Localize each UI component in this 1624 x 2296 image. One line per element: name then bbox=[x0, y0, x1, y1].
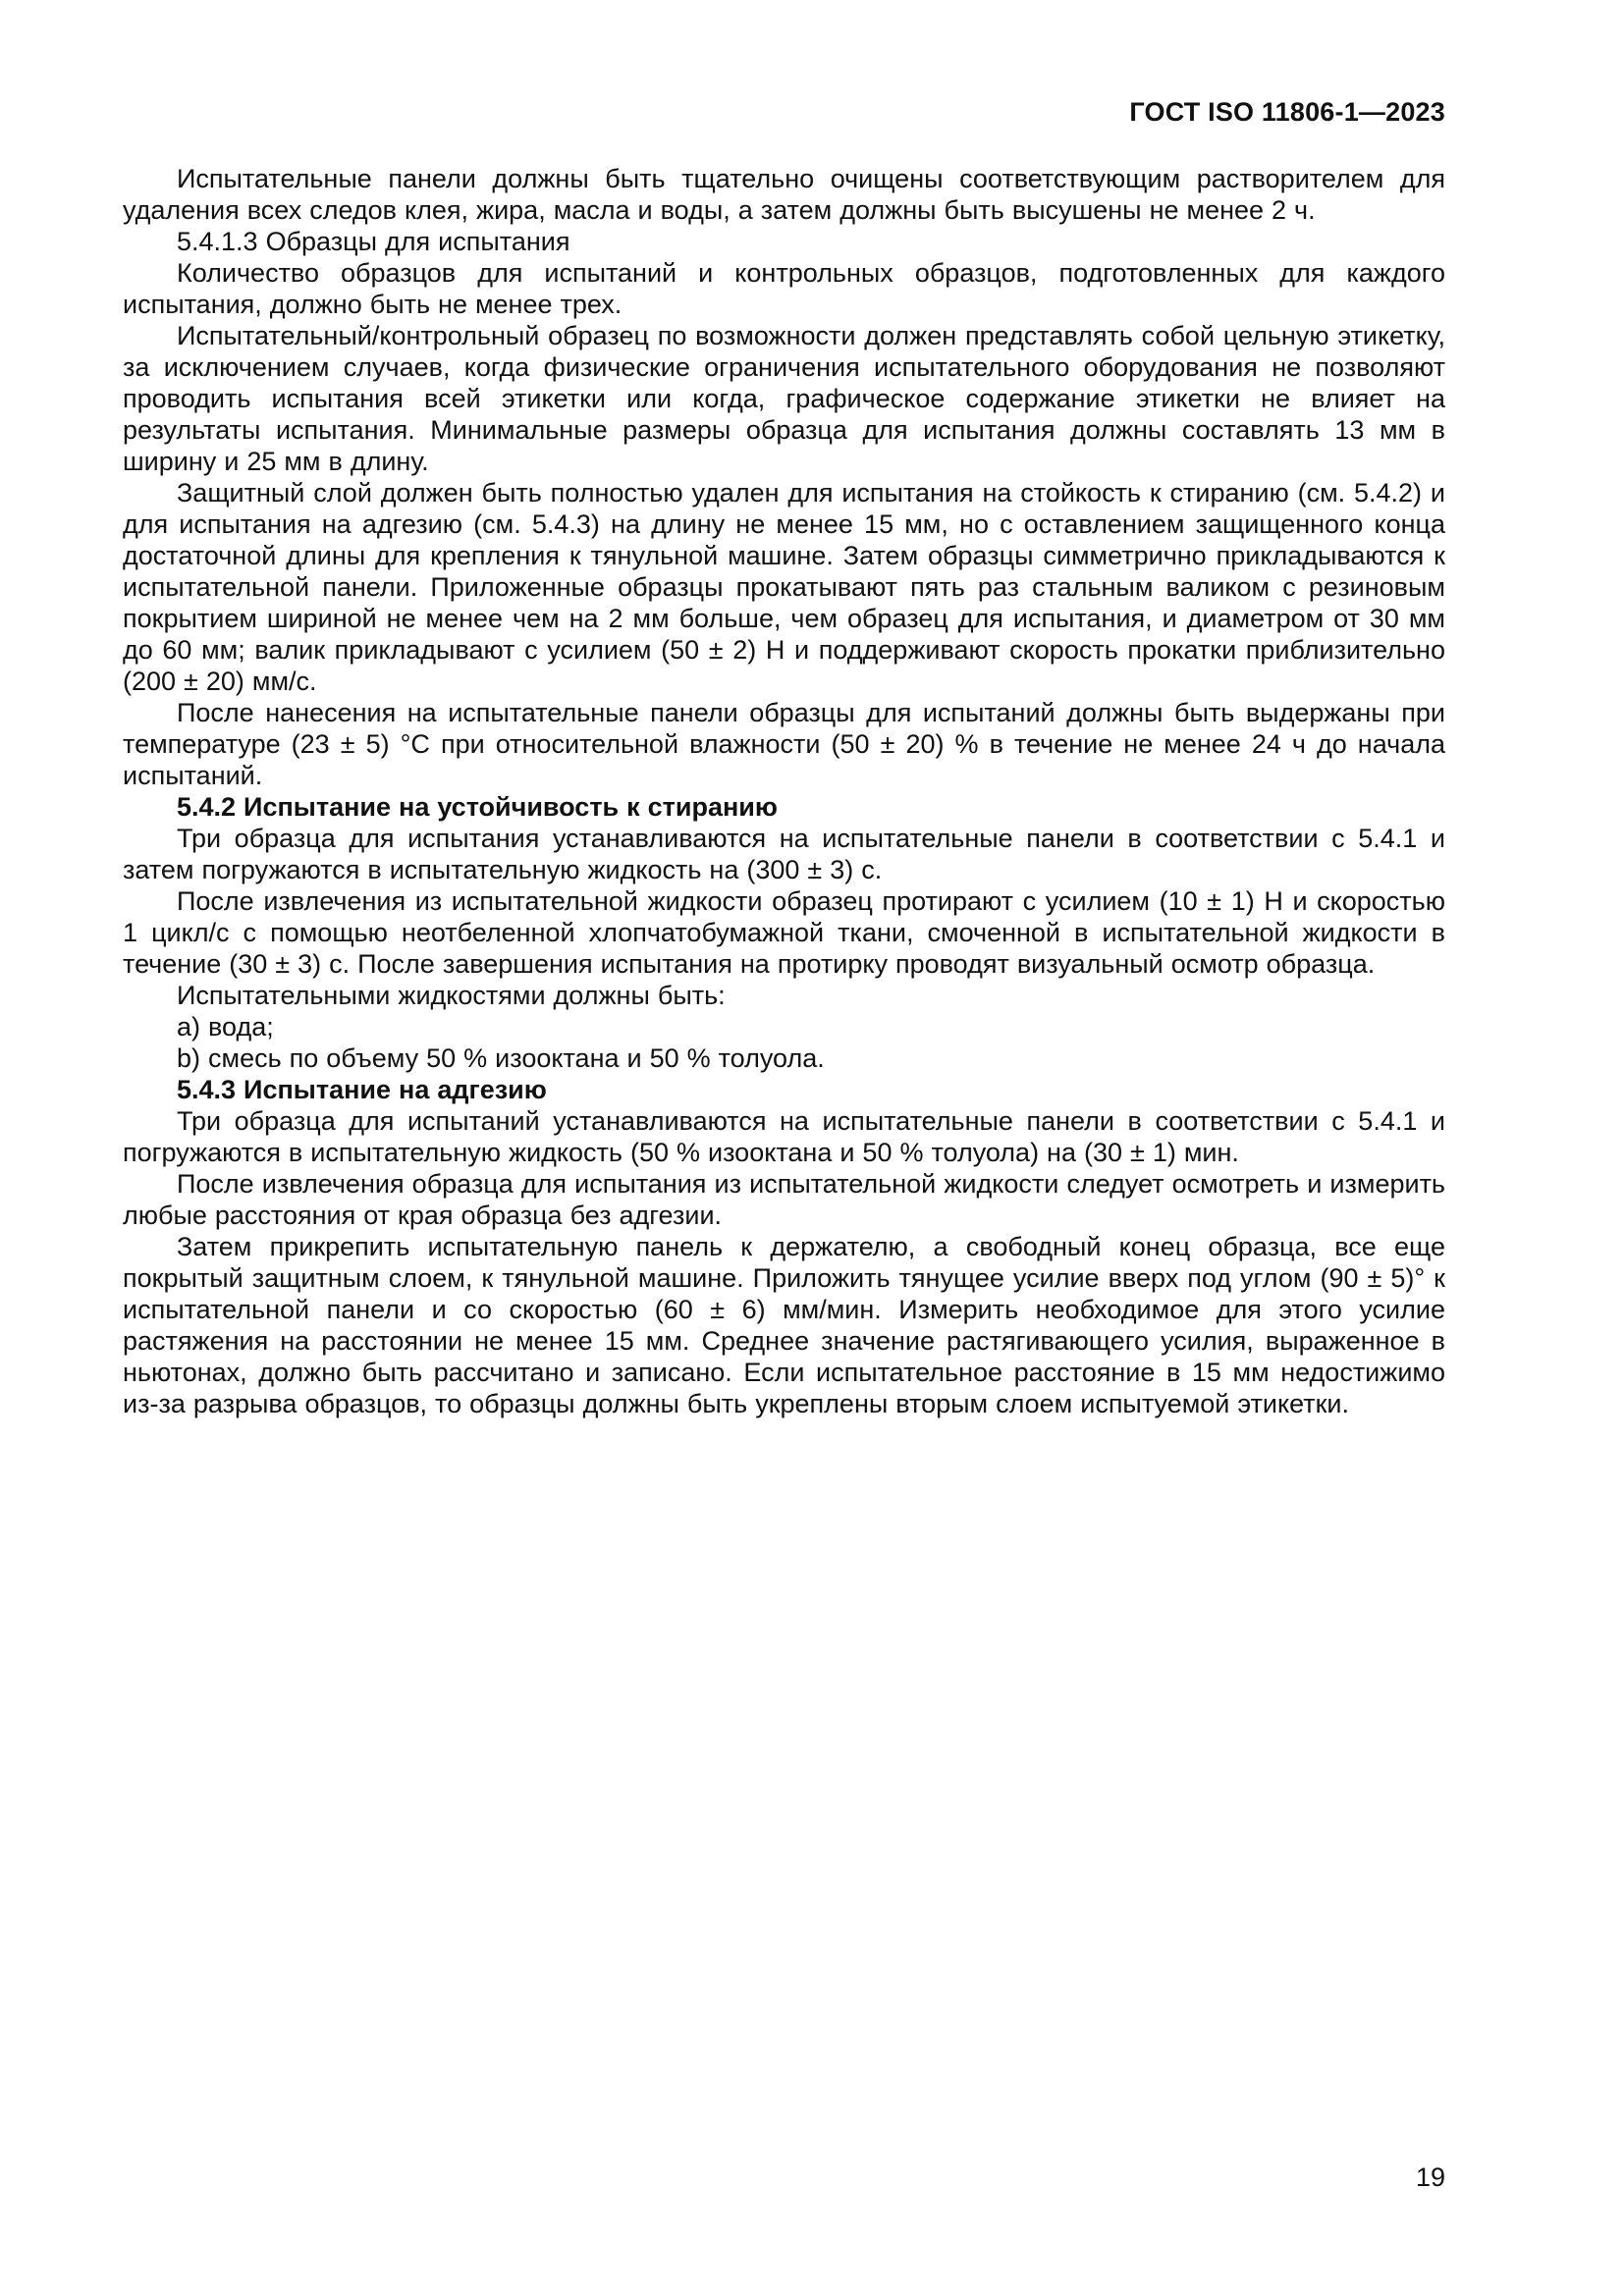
paragraph: Три образца для испытания устанавливаются на испытательные панели в соответствии с 5.4.1 и затем погружаются в испытательную жидкость на (300 ± 3) с. bbox=[123, 824, 1445, 884]
list-item-b: b) смесь по объему 50 % изооктана и 50 % толуола. bbox=[177, 1043, 825, 1073]
section-heading-5-4-2: 5.4.2 Испытание на устойчивость к стиранию bbox=[177, 792, 778, 822]
paragraph: После нанесения на испытательные панели образцы для испытаний должны быть выдержаны при температуре (23 ± 5) °С при относительной влажности (50 ± 20) % в течение не менее 24 ч до начала испытаний. bbox=[123, 698, 1445, 790]
paragraph: Три образца для испытаний устанавливаются на испытательные панели в соответствии с 5.4.1 и погружаются в испытательную жидкость (50 % изооктана и 50 % толуола) на (30 ± 1) мин. bbox=[123, 1106, 1445, 1167]
paragraph: Затем прикрепить испытательную панель к держателю, а свободный конец образца, все еще покрытый защитным слоем, к тянульной машине. Приложить тянущее усилие вверх под углом (90 ± 5)° к испытательной панели и со скоростью (60 ± 6) мм/мин. Измерить необходимое для этого усилие растяжения на расстоянии не менее 15 мм. Среднее значение растягивающего усилия, выраженное в ньютонах, должно быть рассчитано и записано. Если испытательное расстояние в 15 мм недостижимо из-за разрыва образцов, то образцы должны быть укреплены вторым слоем испытуемой этикетки. bbox=[123, 1232, 1445, 1418]
paragraph: После извлечения образца для испытания из испытательной жидкости следует осмотреть и измерить любые расстояния от края образца без адгезии. bbox=[123, 1169, 1445, 1230]
paragraph: Защитный слой должен быть полностью удален для испытания на стойкость к стиранию (см. 5.4.2) и для испытания на адгезию (см. 5.4.3) на длину не менее 15 мм, но с оставлением защищенного конца достаточной длины для крепления к тянульной машине. Затем образцы симметрично прикладываются к испытательной панели. Приложенные образцы прокатывают пять раз стальным валиком с резиновым покрытием шириной не менее чем на 2 мм больше, чем образец для испытания, и диаметром от 30 мм до 60 мм; валик прикладывают с усилием (50 ± 2) Н и поддерживают скорость прокатки приблизительно (200 ± 20) мм/с. bbox=[123, 478, 1445, 696]
section-heading-5-4-1-3: 5.4.1.3 Образцы для испытания bbox=[177, 227, 570, 256]
paragraph: Испытательными жидкостями должны быть: bbox=[177, 981, 726, 1010]
section-heading-5-4-3: 5.4.3 Испытание на адгезию bbox=[177, 1075, 547, 1104]
paragraph: После извлечения из испытательной жидкости образец протирают с усилием (10 ± 1) Н и скоростью 1 цикл/с с помощью неотбеленной хлопчатобумажной ткани, смоченной в испытательной жидкости в течение (30 ± 3) с. После завершения испытания на протирку проводят визуальный осмотр образца. bbox=[123, 886, 1445, 979]
document-number-header: ГОСТ ISO 11806-1—2023 bbox=[1129, 97, 1445, 127]
page-number: 19 bbox=[1415, 2163, 1445, 2192]
paragraph: Количество образцов для испытаний и контрольных образцов, подготовленных для каждого испытания, должно быть не менее трех. bbox=[123, 258, 1445, 319]
paragraph: Испытательный/контрольный образец по возможности должен представлять собой цельную этикетку, за исключением случаев, когда физические ограничения испытательного оборудования не позволяют проводить испытания всей этикетки или когда, графическое содержание этикетки не влияет на результаты испытания. Минимальные размеры образца для испытания должны составлять 13 мм в ширину и 25 мм в длину. bbox=[123, 321, 1445, 476]
paragraph: Испытательные панели должны быть тщательно очищены соответствующим растворителем для удаления всех следов клея, жира, масла и воды, а затем должны быть высушены не менее 2 ч. bbox=[123, 164, 1445, 225]
list-item-a: a) вода; bbox=[177, 1012, 274, 1041]
